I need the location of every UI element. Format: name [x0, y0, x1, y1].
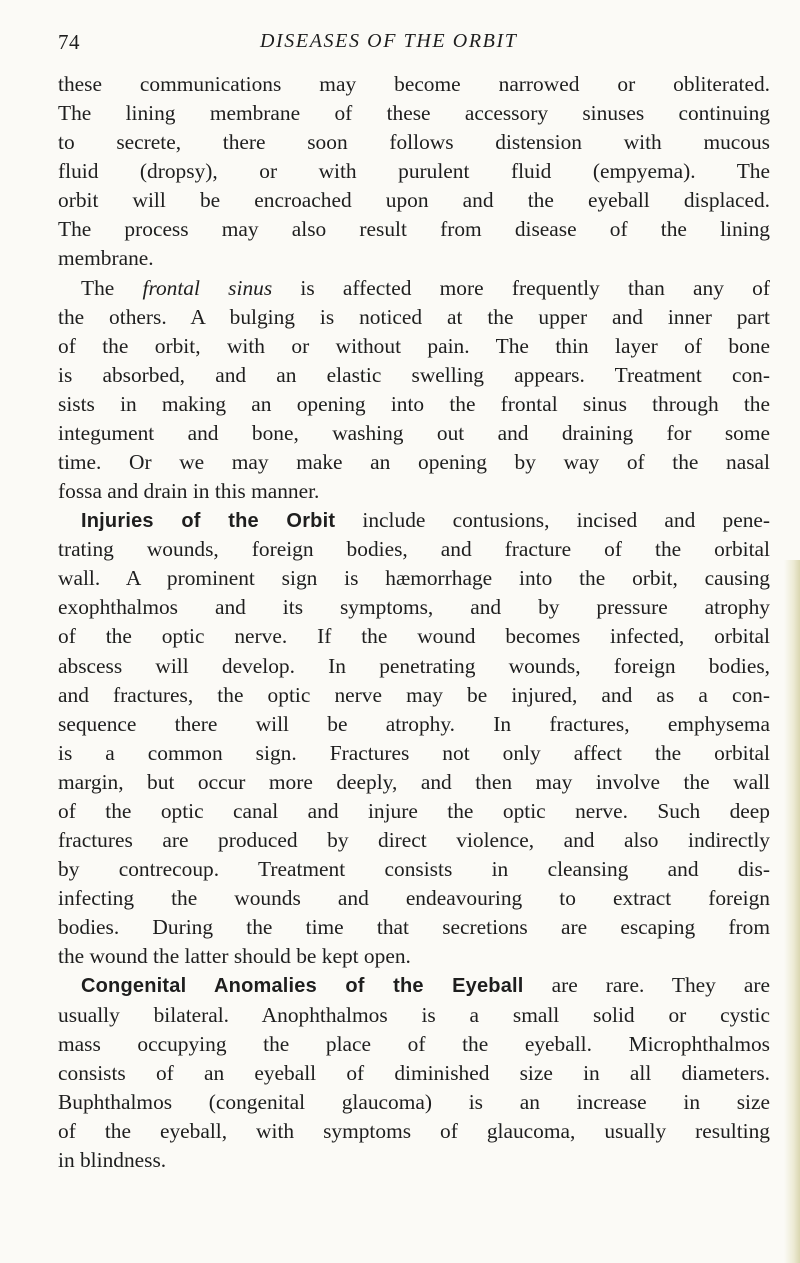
text-line: fossa and drain in this manner.	[58, 479, 320, 504]
text-line-lead	[58, 506, 770, 535]
text-line: integument and bone, washing out and draining for some	[58, 420, 770, 445]
text-line: bodies. During the time that secretions are escaping from	[58, 915, 770, 940]
text-line: membrane.	[58, 246, 154, 271]
text-line: margin, but occur more deeply, and then may involve the wall	[58, 769, 770, 794]
text-line: mass occupying the place of the eyeball. Microphthalmos	[58, 1031, 770, 1056]
lead-rest: include contusions, incised and pene-	[335, 508, 771, 533]
page-header	[58, 30, 770, 60]
text-line-lead	[58, 971, 770, 1000]
text-line: fractures are produced by direct violence, and also indirectly	[58, 828, 770, 853]
text-line: wall. A prominent sign is hæmorrhage into the orbit, causing	[58, 566, 770, 591]
paragraph-congenital-anomalies	[58, 971, 770, 1175]
text-line: The process may also result from disease of the lining	[58, 217, 770, 242]
text-line: and fractures, the optic nerve may be injured, and as a con-	[58, 682, 770, 707]
text-line-lead	[58, 274, 770, 303]
text-line: of the optic nerve. If the wound becomes infected, orbital	[58, 624, 770, 649]
text-line: The lining membrane of these accessory sinuses continuing	[58, 101, 770, 126]
text-line: the others. A bulging is noticed at the upper and inner part	[58, 304, 770, 329]
text-line: by contrecoup. Treatment consists in cleansing and dis-	[58, 857, 770, 882]
text-line: is absorbed, and an elastic swelling appears. Treatment con-	[58, 362, 770, 387]
section-heading-congenital: Congenital Anomalies of the Eyeball	[81, 975, 524, 998]
body-text	[58, 70, 770, 1175]
text-line: abscess will develop. In penetrating wounds, foreign bodies,	[58, 653, 770, 678]
paragraph-injuries-of-orbit	[58, 506, 770, 971]
lead-rest: are rare. They are	[523, 973, 771, 998]
text-line: sists in making an opening into the frontal sinus through the	[58, 391, 770, 416]
text-line: these communications may become narrowed or obliterated.	[58, 72, 770, 96]
text-line: sequence there will be atrophy. In fractures, emphysema	[58, 711, 770, 736]
text-line: time. Or we may make an opening by way of the nasal	[58, 450, 770, 475]
text-line: fluid (dropsy), or with purulent fluid (empyema). The	[58, 159, 770, 184]
page-edge-shading	[784, 560, 800, 1263]
text-line: exophthalmos and its symptoms, and by pressure atrophy	[58, 595, 770, 620]
text-line: consists of an eyeball of diminished size in all diameters.	[58, 1060, 770, 1085]
text-line: to secrete, there soon follows distension with mucous	[58, 130, 770, 155]
text-line: Buphthalmos (congenital glaucoma) is an increase in size	[58, 1089, 770, 1114]
italic-term-frontal-sinus: frontal sinus	[142, 275, 273, 300]
text-line: is a common sign. Fractures not only affect the orbital	[58, 740, 770, 765]
lead-prefix: The	[81, 275, 143, 300]
text-line: of the orbit, with or without pain. The thin layer of bone	[58, 333, 770, 358]
text-line: usually bilateral. Anophthalmos is a small solid or cystic	[58, 1002, 770, 1027]
text-line: infecting the wounds and endeavouring to extract foreign	[58, 886, 770, 911]
text-line: of the eyeball, with symptoms of glaucoma, usually resulting	[58, 1118, 770, 1143]
text-line: trating wounds, foreign bodies, and fracture of the orbital	[58, 537, 770, 562]
section-heading-injuries: Injuries of the Orbit	[81, 510, 336, 533]
running-title: DISEASES OF THE ORBIT	[260, 30, 518, 52]
paragraph-frontal-sinus	[58, 274, 770, 507]
text-line: in blindness.	[58, 1147, 167, 1172]
text-line: orbit will be encroached upon and the eyeball displaced.	[58, 188, 770, 213]
paragraph-sinus-disease	[58, 70, 770, 274]
lead-rest: is affected more frequently than any of	[272, 275, 770, 300]
page-number: 74	[58, 30, 80, 54]
text-line: of the optic canal and injure the optic nerve. Such deep	[58, 798, 770, 823]
text-line: the wound the latter should be kept open.	[58, 944, 411, 969]
